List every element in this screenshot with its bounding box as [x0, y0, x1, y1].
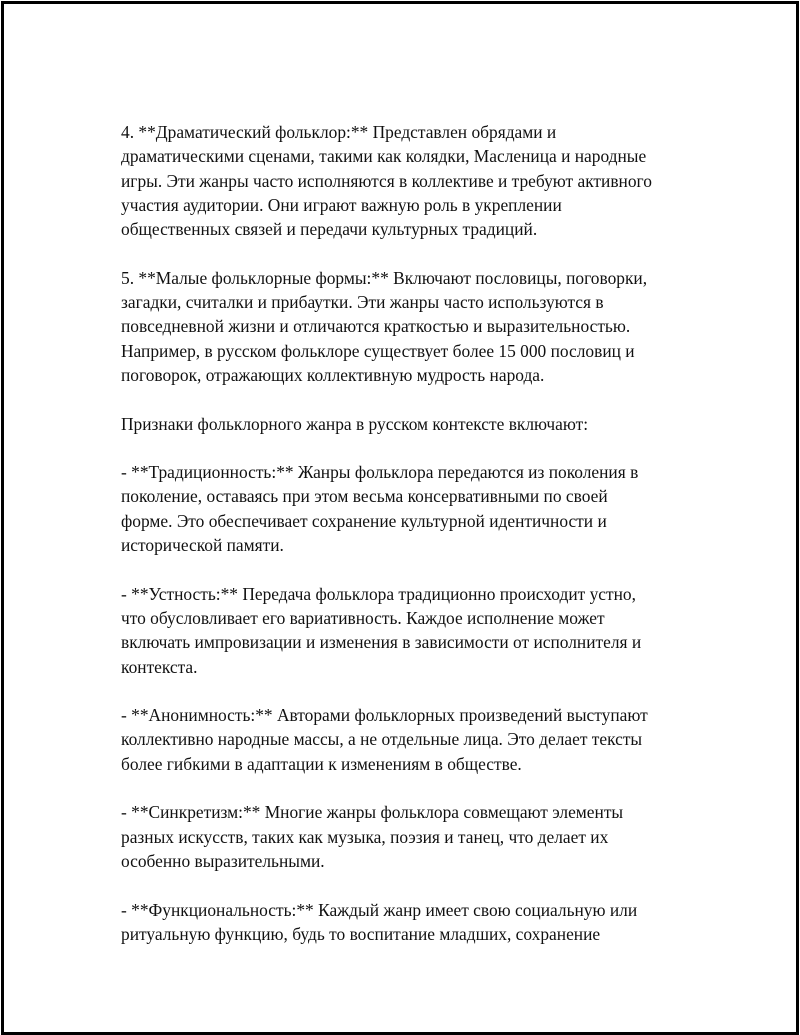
- text-line: поговорок, отражающих коллективную мудрость народа.: [121, 364, 545, 385]
- text-line: контекста.: [121, 656, 198, 677]
- text-line: коллективно народные массы, а не отдельные лица. Это делает тексты: [121, 729, 643, 750]
- text-line: более гибкими в адаптации к изменениям в обществе.: [121, 753, 522, 774]
- text-line: 4. **Драматический фольклор:** Представлен обрядами и: [121, 122, 557, 142]
- text-line: поколение, оставаясь при этом весьма консервативными по своей: [121, 486, 608, 507]
- text-line: особенно выразительными.: [121, 850, 325, 871]
- text-line: Признаки фольклорного жанра в русском контексте включают:: [121, 413, 589, 434]
- text-line: - **Устность:** Передача фольклора традиционно происходит устно,: [121, 583, 636, 604]
- paragraph-gap: [121, 679, 701, 703]
- paragraph-gap: [121, 241, 701, 265]
- paragraph-dramatic-folklore: [121, 120, 701, 241]
- text-line: ритуальную функцию, будь то воспитание младших, сохранение: [121, 923, 601, 944]
- text-line: повседневной жизни и отличаются краткостью и выразительностью.: [121, 316, 631, 337]
- paragraph-traditionality: [121, 460, 701, 557]
- paragraph-small-forms: [121, 266, 701, 387]
- text-line: игры. Эти жанры часто исполняются в коллективе и требуют активного: [121, 170, 652, 191]
- text-line: драматическими сценами, такими как колядки, Масленица и народные: [121, 146, 647, 167]
- paragraph-gap: [121, 776, 701, 800]
- text-line: форме. Это обеспечивает сохранение культурной идентичности и: [121, 510, 607, 531]
- paragraph-gap: [121, 387, 701, 411]
- paragraph-gap: [121, 873, 701, 897]
- paragraph-functionality: [121, 898, 701, 947]
- text-line: общественных связей и передачи культурных традиций.: [121, 219, 538, 240]
- document-text: [121, 120, 701, 946]
- paragraph-anonymity: [121, 703, 701, 776]
- text-line: - **Функциональность:** Каждый жанр имеет свою социальную или: [121, 899, 638, 920]
- page-frame: [1, 1, 799, 1035]
- text-line: разных искусств, таких как музыка, поэзия и танец, что делает их: [121, 826, 609, 847]
- text-line: - **Синкретизм:** Многие жанры фольклора совмещают элементы: [121, 802, 624, 823]
- paragraph-gap: [121, 557, 701, 581]
- paragraph-orality: [121, 582, 701, 679]
- paragraph-gap: [121, 436, 701, 460]
- text-line: что обусловливает его вариативность. Каждое исполнение может: [121, 607, 605, 628]
- paragraph-syncretism: [121, 800, 701, 873]
- text-line: - **Анонимность:** Авторами фольклорных произведений выступают: [121, 705, 648, 726]
- text-line: - **Традиционность:** Жанры фольклора передаются из поколения в: [121, 462, 639, 483]
- text-line: участия аудитории. Они играют важную роль в укреплении: [121, 194, 562, 215]
- text-line: 5. **Малые фольклорные формы:** Включают пословицы, поговорки,: [121, 267, 648, 288]
- text-line: исторической памяти.: [121, 535, 284, 556]
- paragraph-genre-features-intro: [121, 412, 701, 436]
- text-line: включать импровизации и изменения в зависимости от исполнителя и: [121, 632, 642, 653]
- text-line: загадки, считалки и прибаутки. Эти жанры часто используются в: [121, 292, 604, 313]
- text-line: Например, в русском фольклоре существует более 15 000 пословиц и: [121, 340, 635, 361]
